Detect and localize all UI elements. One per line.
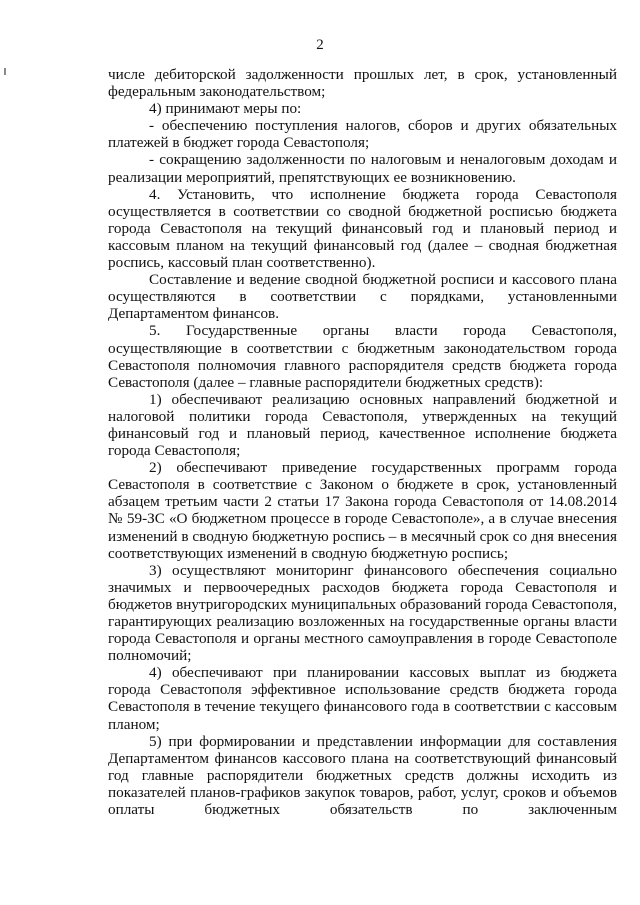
paragraph: 3) осуществляют мониторинг финансового обеспечения социально значимых и первоочередных расходов бюджета города Севастополя и бюджетов внутригородских муниципальных образований города Севастополя, гарантирующих реализацию возложенных на государственные органы власти города Севастополя и органы местного самоуправления в городе Севастополе полномочий; (108, 561, 617, 665)
scan-mark (4, 68, 6, 75)
paragraph: 2) обеспечивают приведение государственных программ города Севастополя в соответствие с Законом о бюджете в срок, установленный абзацем третьим части 2 статьи 17 Закона города Севастополя от 14.08.2014 № 59-ЗС «О бюджетном процессе в городе Севастополе», а в случае внесения изменений в сводную бюджетную роспись – в месячный срок со дня внесения соответствующих изменений в сводную бюджетную роспись; (108, 459, 617, 562)
paragraph: 4. Установить, что исполнение бюджета города Севастополя осуществляется в соответствии со сводной бюджетной росписью бюджета города Севастополя на текущий финансовый год и плановый период и кассовым планом на текущий финансовый год (далее – сводная бюджетная роспись, кассовый план соответственно). (108, 185, 617, 272)
paragraph: числе дебиторской задолженности прошлых лет, в срок, установленный федеральным законодательством; (108, 66, 617, 101)
paragraph: 5) при формировании и представлении информации для составления Департаментом финансов кассового плана на соответствующий финансовый год главные распорядители бюджетных средств должны исходить из показателей планов-графиков закупок товаров, работ, услуг, сроков и объемов оплаты бюджетных обязательств по заключенным (108, 732, 617, 819)
document-body (108, 66, 617, 818)
paragraph: 4) принимают меры по: (149, 100, 302, 118)
paragraph: Составление и ведение сводной бюджетной росписи и кассового плана осуществляются в соответствии с порядками, установленными Департаментом финансов. (108, 271, 617, 323)
paragraph: 1) обеспечивают реализацию основных направлений бюджетной и налоговой политики города Севастополя, утвержденных на текущий финансовый год и плановый период, качественное исполнение бюджета города Севастополя; (108, 390, 617, 460)
paragraph: 4) обеспечивают при планировании кассовых выплат из бюджета города Севастополя эффективное использование средств бюджета города Севастополя в течение текущего финансового года в соответствии с кассовым планом; (108, 664, 617, 733)
paragraph: 5. Государственные органы власти города Севастополя, осуществляющие в соответствии с бюджетным законодательством города Севастополя полномочия главного распорядителя средств бюджета города Севастополя (далее – главные распорядители бюджетных средств): (108, 322, 617, 391)
paragraph: - сокращению задолженности по налоговым и неналоговым доходам и реализации мероприятий, препятствующих ее возникновению. (108, 151, 617, 186)
paragraph: - обеспечению поступления налогов, сборов и других обязательных платежей в бюджет города Севастополя; (108, 117, 617, 152)
page-number: 2 (316, 37, 324, 53)
